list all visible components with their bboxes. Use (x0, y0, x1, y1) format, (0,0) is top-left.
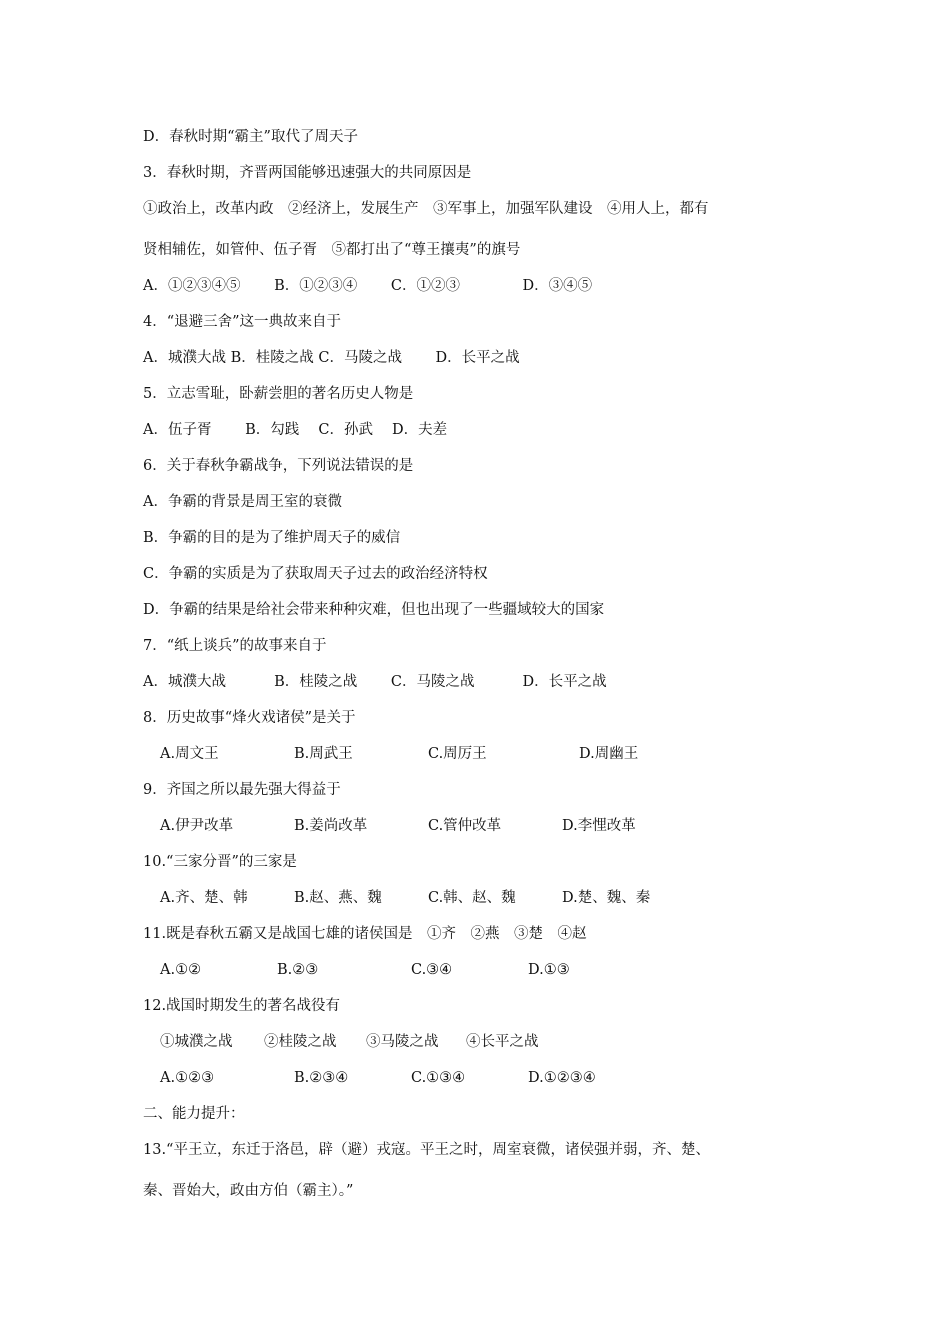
statement-1: ①城濮之战 (160, 1034, 233, 1050)
q6-option-b: B．争霸的目的是为了维护周天子的威信 (143, 530, 401, 546)
option-a: A.①②③ (160, 1070, 215, 1086)
option-c: C.①③④ (411, 1070, 466, 1086)
option-b: B.②③ (277, 962, 319, 978)
q2-option-d: D．春秋时期“霸主”取代了周天子 (143, 129, 358, 145)
q12-statements (160, 1032, 860, 1052)
option-a: A.周文王 (160, 746, 219, 762)
q8-options (160, 744, 860, 764)
option-c: C.③④ (411, 962, 453, 978)
q7-options: A．城濮大战 B．桂陵之战 C．马陵之战 D．长平之战 (143, 674, 607, 690)
statement-2: ②桂陵之战 (264, 1034, 337, 1050)
q9-stem: 9．齐国之所以最先强大得益于 (143, 782, 341, 798)
q5-stem: 5．立志雪耻，卧薪尝胆的著名历史人物是 (143, 386, 414, 402)
option-a: A.①② (160, 962, 202, 978)
q4-options: A．城濮大战 B．桂陵之战 C．马陵之战 D．长平之战 (143, 350, 520, 366)
q6-option-c: C．争霸的实质是为了获取周天子过去的政治经济特权 (143, 566, 488, 582)
q10-options (160, 888, 860, 908)
q3-statements-line2: 贤相辅佐，如管仲、伍子胥 ⑤都打出了“尊王攘夷”的旗号 (143, 242, 521, 258)
statement-3: ③马陵之战 (366, 1034, 439, 1050)
q12-options (160, 1068, 860, 1088)
q13-quote-line2: 秦、晋始大，政由方伯（霸主）。” (143, 1183, 354, 1199)
q6-option-d: D．争霸的结果是给社会带来种种灾难，但也出现了一些疆域较大的国家 (143, 602, 605, 618)
option-b: B.②③④ (294, 1070, 349, 1086)
q3-statements-line1: ①政治上，改革内政 ②经济上，发展生产 ③军事上，加强军队建设 ④用人上，都有 (143, 201, 709, 217)
option-b: B.姜尚改革 (294, 818, 368, 834)
option-a: A.齐、楚、韩 (160, 890, 248, 906)
q12-stem: 12.战国时期发生的著名战役有 (143, 998, 341, 1014)
q11-options (160, 960, 860, 980)
q6-option-a: A．争霸的背景是周王室的衰微 (143, 494, 342, 510)
section-heading: 二、能力提升： (143, 1106, 245, 1122)
option-d: D.①③ (528, 962, 570, 978)
option-a: A.伊尹改革 (160, 818, 234, 834)
option-b: B.赵、燕、魏 (294, 890, 382, 906)
option-d: D.李悝改革 (562, 818, 636, 834)
q3-options: A．①②③④⑤ B．①②③④ C．①②③ D．③④⑤ (143, 278, 593, 294)
option-c: C.韩、赵、魏 (428, 890, 516, 906)
option-c: C.周厉王 (428, 746, 487, 762)
q6-stem: 6．关于春秋争霸战争，下列说法错误的是 (143, 458, 414, 474)
option-b: B.周武王 (294, 746, 353, 762)
option-c: C.管仲改革 (428, 818, 502, 834)
statement-4: ④长平之战 (466, 1034, 539, 1050)
q5-options: A．伍子胥 B．勾践 C．孙武 D．夫差 (143, 422, 448, 438)
q3-stem: 3．春秋时期，齐晋两国能够迅速强大的共同原因是 (143, 165, 472, 181)
q7-stem: 7．“纸上谈兵”的故事来自于 (143, 638, 327, 654)
q11-stem: 11.既是春秋五霸又是战国七雄的诸侯国是 ①齐 ②燕 ③楚 ④赵 (143, 926, 587, 942)
option-d: D.①②③④ (528, 1070, 596, 1086)
option-d: D.楚、魏、秦 (562, 890, 651, 906)
q8-stem: 8．历史故事“烽火戏诸侯”是关于 (143, 710, 356, 726)
option-d: D.周幽王 (579, 746, 639, 762)
q10-stem: 10.“三家分晋”的三家是 (143, 854, 297, 870)
q9-options (160, 816, 860, 836)
q13-quote-line1: 13.“平王立，东迁于洛邑，辟（避）戎寇。平王之时，周室衰微，诸侯强并弱，齐、楚、 (143, 1142, 710, 1158)
q4-stem: 4．“退避三舍”这一典故来自于 (143, 314, 342, 330)
